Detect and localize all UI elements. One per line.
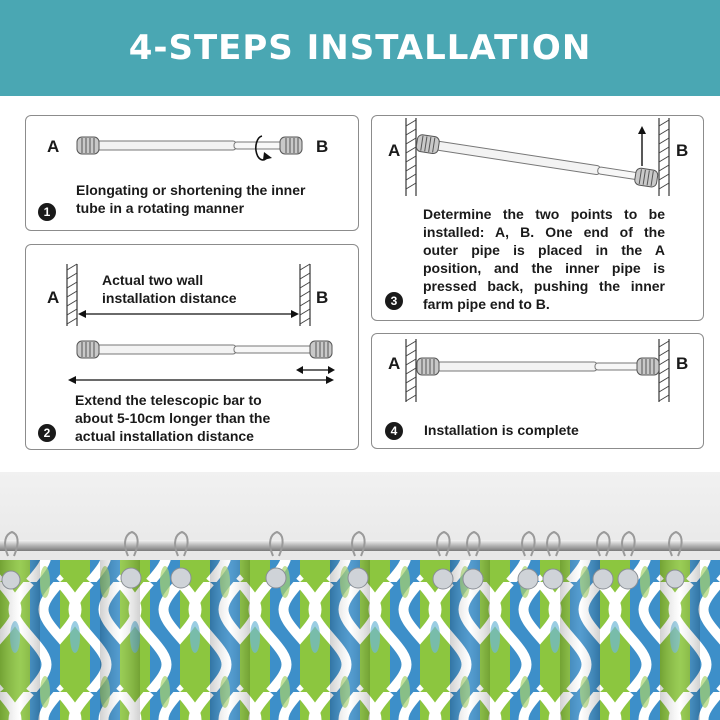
- product-photo: [0, 472, 720, 720]
- page-title: 4-STEPS INSTALLATION: [128, 28, 592, 68]
- step-2-line: about 5-10cm longer than the: [75, 410, 271, 426]
- step-3-line: outer pipe is placed in the A: [423, 242, 665, 258]
- step-2-line: Extend the telescopic bar to: [75, 392, 262, 408]
- shower-curtain-image: [0, 472, 720, 720]
- step-2-point-a: A: [47, 288, 60, 307]
- step-4-point-b: B: [676, 354, 689, 373]
- step-3-line: installed: A, B. One end of the: [423, 224, 665, 240]
- step-4-badge: 4: [385, 422, 403, 440]
- step-1-point-b: B: [316, 137, 329, 156]
- wall-label-line: Actual two wall: [102, 272, 204, 288]
- step-1-badge: 1: [38, 203, 56, 221]
- step-4-point-a: A: [388, 354, 401, 373]
- step-3-line: Determine the two points to be: [423, 206, 665, 222]
- step-4-text: Installation is complete: [424, 422, 579, 438]
- step-1-line: tube in a rotating manner: [76, 200, 245, 216]
- tension-rod: [0, 540, 720, 551]
- wall-label-line: installation distance: [102, 290, 237, 306]
- step-3-line: farm pipe end to B.: [423, 296, 550, 312]
- step-1-point-a: A: [47, 137, 60, 156]
- step-3-line: pressed back, pushing the inner: [423, 278, 665, 294]
- step-2-line: actual installation distance: [75, 428, 254, 444]
- step-2-point-b: B: [316, 288, 329, 307]
- step-2-badge: 2: [38, 424, 56, 442]
- step-1-line: Elongating or shortening the inner: [76, 182, 306, 198]
- step-3-line: position, and the inner pipe is: [423, 260, 665, 276]
- step-3-point-b: B: [676, 141, 689, 160]
- step-3-point-a: A: [388, 141, 401, 160]
- step-3-badge: 3: [385, 292, 403, 310]
